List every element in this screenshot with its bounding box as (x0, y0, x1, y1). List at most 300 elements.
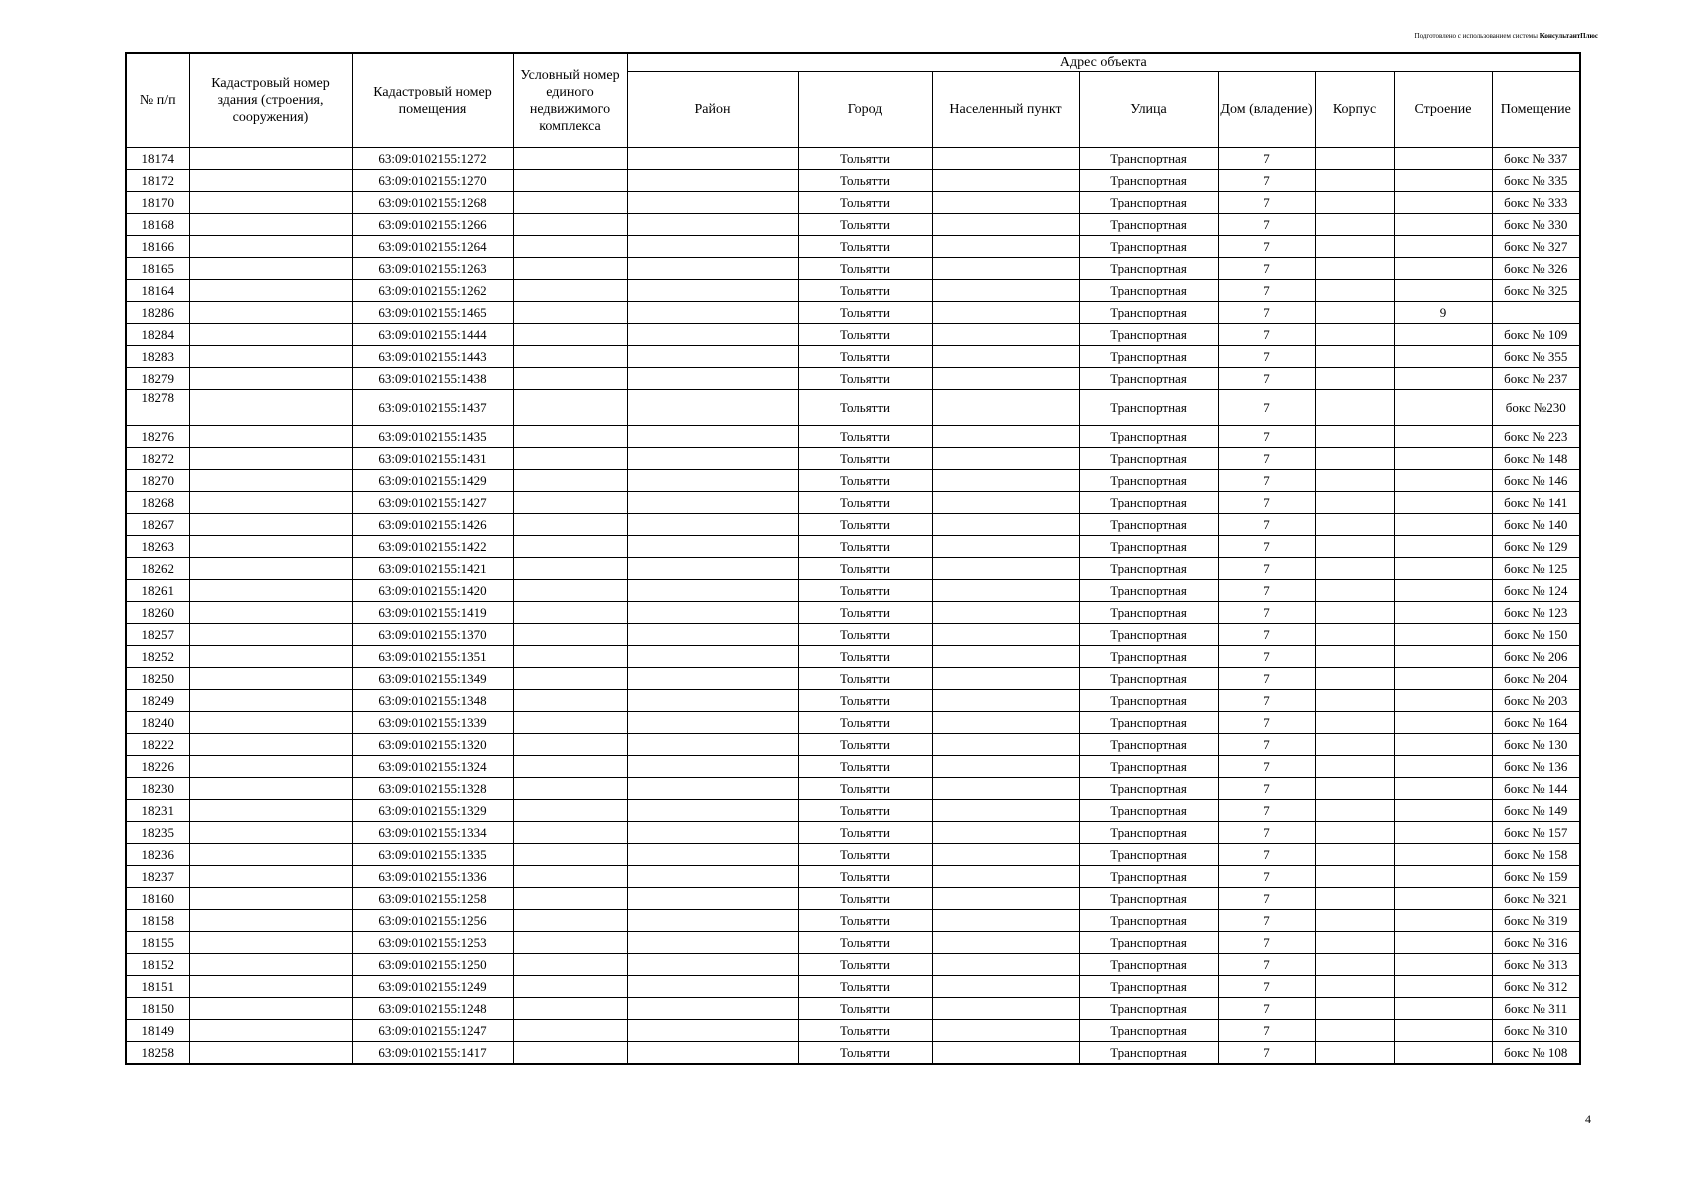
cell-street: Транспортная (1079, 170, 1218, 192)
cell-building (1394, 148, 1492, 170)
table-row (126, 1020, 1580, 1042)
table-row (126, 302, 1580, 324)
cell-room: бокс № 237 (1492, 368, 1580, 390)
cell-city: Тольятти (798, 712, 932, 734)
cell-num: 18165 (126, 258, 189, 280)
cell-room-cadastral: 63:09:0102155:1253 (352, 932, 513, 954)
cell-complex-number (513, 844, 627, 866)
cell-house: 7 (1218, 148, 1315, 170)
cell-complex-number (513, 624, 627, 646)
cell-num: 18263 (126, 536, 189, 558)
cell-room: бокс № 355 (1492, 346, 1580, 368)
table-row (126, 998, 1580, 1020)
cell-house: 7 (1218, 734, 1315, 756)
cell-city: Тольятти (798, 888, 932, 910)
cell-locality (932, 580, 1079, 602)
cell-building (1394, 712, 1492, 734)
cell-num: 18270 (126, 470, 189, 492)
cell-district (627, 448, 798, 470)
cell-block (1315, 1020, 1394, 1042)
cell-room: бокс № 159 (1492, 866, 1580, 888)
col-header-district: Район (627, 72, 798, 148)
cell-room-cadastral: 63:09:0102155:1422 (352, 536, 513, 558)
cell-complex-number (513, 236, 627, 258)
cell-room: бокс № 337 (1492, 148, 1580, 170)
cell-building-cadastral (189, 470, 352, 492)
cell-building-cadastral (189, 192, 352, 214)
cell-city: Тольятти (798, 954, 932, 976)
cell-complex-number (513, 192, 627, 214)
cell-district (627, 690, 798, 712)
cell-street: Транспортная (1079, 932, 1218, 954)
cell-house: 7 (1218, 514, 1315, 536)
col-header-building-cadastral: Кадастровый номер здания (строения, сооружения) (189, 53, 352, 148)
cell-city: Тольятти (798, 646, 932, 668)
cell-room: бокс № 206 (1492, 646, 1580, 668)
col-header-address: Адрес объекта (627, 53, 1580, 72)
cell-complex-number (513, 148, 627, 170)
cell-building (1394, 976, 1492, 998)
cell-block (1315, 1042, 1394, 1065)
cell-district (627, 390, 798, 426)
cell-building-cadastral (189, 148, 352, 170)
cell-house: 7 (1218, 426, 1315, 448)
cell-block (1315, 734, 1394, 756)
cell-building-cadastral (189, 1020, 352, 1042)
cell-street: Транспортная (1079, 646, 1218, 668)
cell-complex-number (513, 390, 627, 426)
cell-room-cadastral: 63:09:0102155:1417 (352, 1042, 513, 1065)
col-header-room: Помещение (1492, 72, 1580, 148)
cell-district (627, 258, 798, 280)
cell-room: бокс № 327 (1492, 236, 1580, 258)
col-header-room-cadastral: Кадастровый номер помещения (352, 53, 513, 148)
cell-block (1315, 236, 1394, 258)
table-row (126, 800, 1580, 822)
cell-complex-number (513, 448, 627, 470)
cell-district (627, 910, 798, 932)
cell-district (627, 976, 798, 998)
cell-house: 7 (1218, 558, 1315, 580)
cell-num: 18158 (126, 910, 189, 932)
table-row (126, 778, 1580, 800)
cell-district (627, 998, 798, 1020)
cell-house: 7 (1218, 214, 1315, 236)
cell-district (627, 756, 798, 778)
cell-locality (932, 558, 1079, 580)
table-row (126, 214, 1580, 236)
cell-street: Транспортная (1079, 558, 1218, 580)
cell-building (1394, 866, 1492, 888)
cell-house: 7 (1218, 976, 1315, 998)
cell-block (1315, 368, 1394, 390)
cell-city: Тольятти (798, 368, 932, 390)
cell-block (1315, 258, 1394, 280)
cell-block (1315, 280, 1394, 302)
cell-block (1315, 932, 1394, 954)
cell-building (1394, 646, 1492, 668)
cell-building (1394, 192, 1492, 214)
cell-room: бокс № 130 (1492, 734, 1580, 756)
cell-house: 7 (1218, 302, 1315, 324)
cell-locality (932, 844, 1079, 866)
cell-building (1394, 536, 1492, 558)
cell-num: 18230 (126, 778, 189, 800)
cell-street: Транспортная (1079, 844, 1218, 866)
cell-house: 7 (1218, 866, 1315, 888)
cell-building (1394, 1042, 1492, 1065)
cell-locality (932, 778, 1079, 800)
cell-street: Транспортная (1079, 1042, 1218, 1065)
cell-complex-number (513, 822, 627, 844)
cell-room-cadastral: 63:09:0102155:1370 (352, 624, 513, 646)
cell-house: 7 (1218, 602, 1315, 624)
cell-house: 7 (1218, 580, 1315, 602)
cell-complex-number (513, 778, 627, 800)
cell-building (1394, 470, 1492, 492)
cell-district (627, 558, 798, 580)
cell-street: Транспортная (1079, 1020, 1218, 1042)
col-header-complex-number: Условный номер единого недвижимого комплекса (513, 53, 627, 148)
cell-room-cadastral: 63:09:0102155:1437 (352, 390, 513, 426)
cell-building-cadastral (189, 668, 352, 690)
cell-room-cadastral: 63:09:0102155:1438 (352, 368, 513, 390)
cell-street: Транспортная (1079, 470, 1218, 492)
cell-room: бокс № 109 (1492, 324, 1580, 346)
cell-block (1315, 976, 1394, 998)
cell-locality (932, 998, 1079, 1020)
cell-complex-number (513, 756, 627, 778)
header-note-prefix: Подготовлено с использованием системы (1414, 32, 1538, 40)
cell-street: Транспортная (1079, 448, 1218, 470)
cell-street: Транспортная (1079, 998, 1218, 1020)
cell-locality (932, 822, 1079, 844)
cell-block (1315, 346, 1394, 368)
cell-room: бокс № 108 (1492, 1042, 1580, 1065)
cell-building-cadastral (189, 646, 352, 668)
table-row (126, 734, 1580, 756)
cell-num: 18226 (126, 756, 189, 778)
cell-house: 7 (1218, 932, 1315, 954)
cell-room: бокс № 204 (1492, 668, 1580, 690)
cell-street: Транспортная (1079, 390, 1218, 426)
cell-building (1394, 690, 1492, 712)
cell-city: Тольятти (798, 976, 932, 998)
cell-house: 7 (1218, 756, 1315, 778)
cell-locality (932, 602, 1079, 624)
registry-table (125, 52, 1581, 1065)
cell-street: Транспортная (1079, 492, 1218, 514)
cell-street: Транспортная (1079, 426, 1218, 448)
cell-building (1394, 492, 1492, 514)
table-row (126, 470, 1580, 492)
cell-building (1394, 1020, 1492, 1042)
cell-num: 18240 (126, 712, 189, 734)
cell-locality (932, 690, 1079, 712)
cell-room-cadastral: 63:09:0102155:1426 (352, 514, 513, 536)
table-row (126, 346, 1580, 368)
cell-city: Тольятти (798, 580, 932, 602)
cell-city: Тольятти (798, 866, 932, 888)
cell-block (1315, 390, 1394, 426)
cell-house: 7 (1218, 470, 1315, 492)
cell-building-cadastral (189, 866, 352, 888)
cell-complex-number (513, 368, 627, 390)
cell-district (627, 866, 798, 888)
cell-city: Тольятти (798, 346, 932, 368)
cell-building (1394, 888, 1492, 910)
cell-building-cadastral (189, 800, 352, 822)
cell-building (1394, 390, 1492, 426)
cell-city: Тольятти (798, 280, 932, 302)
table-row (126, 492, 1580, 514)
cell-room-cadastral: 63:09:0102155:1262 (352, 280, 513, 302)
cell-room-cadastral: 63:09:0102155:1429 (352, 470, 513, 492)
cell-district (627, 1042, 798, 1065)
cell-street: Транспортная (1079, 712, 1218, 734)
cell-locality (932, 1042, 1079, 1065)
cell-building (1394, 998, 1492, 1020)
cell-district (627, 844, 798, 866)
cell-house: 7 (1218, 668, 1315, 690)
cell-city: Тольятти (798, 1020, 932, 1042)
cell-block (1315, 712, 1394, 734)
cell-complex-number (513, 668, 627, 690)
cell-room-cadastral: 63:09:0102155:1248 (352, 998, 513, 1020)
cell-building (1394, 368, 1492, 390)
cell-room: бокс № 311 (1492, 998, 1580, 1020)
cell-building-cadastral (189, 734, 352, 756)
table-row (126, 822, 1580, 844)
cell-room: бокс № 164 (1492, 712, 1580, 734)
cell-house: 7 (1218, 368, 1315, 390)
cell-locality (932, 866, 1079, 888)
cell-num: 18276 (126, 426, 189, 448)
cell-district (627, 602, 798, 624)
cell-district (627, 192, 798, 214)
cell-block (1315, 214, 1394, 236)
table-body (126, 148, 1580, 1065)
cell-street: Транспортная (1079, 778, 1218, 800)
cell-room: бокс № 146 (1492, 470, 1580, 492)
cell-num: 18279 (126, 368, 189, 390)
table-row (126, 258, 1580, 280)
cell-city: Тольятти (798, 302, 932, 324)
cell-building-cadastral (189, 932, 352, 954)
cell-complex-number (513, 514, 627, 536)
table-row (126, 624, 1580, 646)
cell-locality (932, 170, 1079, 192)
cell-house: 7 (1218, 690, 1315, 712)
table-row (126, 668, 1580, 690)
cell-district (627, 1020, 798, 1042)
cell-building-cadastral (189, 536, 352, 558)
cell-locality (932, 954, 1079, 976)
cell-room-cadastral: 63:09:0102155:1335 (352, 844, 513, 866)
cell-district (627, 324, 798, 346)
cell-building (1394, 822, 1492, 844)
cell-district (627, 536, 798, 558)
cell-city: Тольятти (798, 448, 932, 470)
cell-locality (932, 192, 1079, 214)
cell-locality (932, 734, 1079, 756)
cell-block (1315, 148, 1394, 170)
cell-room: бокс № 125 (1492, 558, 1580, 580)
cell-building (1394, 844, 1492, 866)
table-row (126, 690, 1580, 712)
table-row (126, 426, 1580, 448)
cell-num: 18286 (126, 302, 189, 324)
table-row (126, 954, 1580, 976)
cell-room: бокс № 144 (1492, 778, 1580, 800)
cell-district (627, 470, 798, 492)
cell-num: 18172 (126, 170, 189, 192)
cell-house: 7 (1218, 170, 1315, 192)
cell-room: бокс № 157 (1492, 822, 1580, 844)
cell-street: Транспортная (1079, 954, 1218, 976)
cell-building-cadastral (189, 888, 352, 910)
cell-city: Тольятти (798, 910, 932, 932)
cell-building (1394, 756, 1492, 778)
cell-district (627, 822, 798, 844)
cell-building-cadastral (189, 302, 352, 324)
cell-complex-number (513, 690, 627, 712)
table-row (126, 558, 1580, 580)
table-row (126, 448, 1580, 470)
cell-building (1394, 236, 1492, 258)
cell-complex-number (513, 998, 627, 1020)
cell-block (1315, 910, 1394, 932)
cell-block (1315, 998, 1394, 1020)
cell-num: 18257 (126, 624, 189, 646)
cell-house: 7 (1218, 1042, 1315, 1065)
cell-district (627, 426, 798, 448)
cell-room-cadastral: 63:09:0102155:1250 (352, 954, 513, 976)
cell-num: 18267 (126, 514, 189, 536)
table-row (126, 390, 1580, 426)
cell-room-cadastral: 63:09:0102155:1431 (352, 448, 513, 470)
cell-locality (932, 932, 1079, 954)
cell-city: Тольятти (798, 932, 932, 954)
cell-num: 18284 (126, 324, 189, 346)
cell-building-cadastral (189, 368, 352, 390)
table-row (126, 280, 1580, 302)
cell-num: 18252 (126, 646, 189, 668)
cell-complex-number (513, 910, 627, 932)
cell-room-cadastral: 63:09:0102155:1334 (352, 822, 513, 844)
cell-district (627, 888, 798, 910)
cell-city: Тольятти (798, 800, 932, 822)
cell-complex-number (513, 536, 627, 558)
cell-num: 18236 (126, 844, 189, 866)
cell-room-cadastral: 63:09:0102155:1336 (352, 866, 513, 888)
cell-num: 18152 (126, 954, 189, 976)
cell-district (627, 280, 798, 302)
cell-complex-number (513, 976, 627, 998)
cell-locality (932, 148, 1079, 170)
cell-house: 7 (1218, 646, 1315, 668)
cell-room-cadastral: 63:09:0102155:1348 (352, 690, 513, 712)
cell-street: Транспортная (1079, 756, 1218, 778)
table-header (126, 53, 1580, 148)
cell-city: Тольятти (798, 426, 932, 448)
cell-district (627, 800, 798, 822)
cell-street: Транспортная (1079, 800, 1218, 822)
cell-num: 18155 (126, 932, 189, 954)
cell-street: Транспортная (1079, 822, 1218, 844)
cell-room-cadastral: 63:09:0102155:1421 (352, 558, 513, 580)
cell-room-cadastral: 63:09:0102155:1256 (352, 910, 513, 932)
cell-complex-number (513, 866, 627, 888)
cell-complex-number (513, 214, 627, 236)
cell-city: Тольятти (798, 844, 932, 866)
cell-room-cadastral: 63:09:0102155:1272 (352, 148, 513, 170)
cell-building-cadastral (189, 514, 352, 536)
cell-room: бокс № 158 (1492, 844, 1580, 866)
cell-house: 7 (1218, 888, 1315, 910)
cell-complex-number (513, 346, 627, 368)
cell-house: 7 (1218, 910, 1315, 932)
cell-locality (932, 448, 1079, 470)
cell-district (627, 214, 798, 236)
cell-building-cadastral (189, 324, 352, 346)
cell-street: Транспортная (1079, 976, 1218, 998)
cell-building-cadastral (189, 448, 352, 470)
cell-house: 7 (1218, 346, 1315, 368)
cell-house: 7 (1218, 822, 1315, 844)
cell-locality (932, 258, 1079, 280)
cell-complex-number (513, 558, 627, 580)
cell-complex-number (513, 888, 627, 910)
cell-building-cadastral (189, 426, 352, 448)
cell-locality (932, 280, 1079, 302)
cell-num: 18261 (126, 580, 189, 602)
cell-block (1315, 624, 1394, 646)
cell-street: Транспортная (1079, 690, 1218, 712)
cell-street: Транспортная (1079, 602, 1218, 624)
cell-block (1315, 602, 1394, 624)
cell-complex-number (513, 258, 627, 280)
cell-num: 18278 (126, 390, 189, 426)
cell-block (1315, 448, 1394, 470)
cell-complex-number (513, 580, 627, 602)
cell-district (627, 932, 798, 954)
cell-locality (932, 346, 1079, 368)
cell-street: Транспортная (1079, 302, 1218, 324)
cell-city: Тольятти (798, 822, 932, 844)
cell-city: Тольятти (798, 536, 932, 558)
cell-num: 18149 (126, 1020, 189, 1042)
cell-block (1315, 954, 1394, 976)
cell-district (627, 712, 798, 734)
cell-room-cadastral: 63:09:0102155:1339 (352, 712, 513, 734)
cell-city: Тольятти (798, 734, 932, 756)
cell-complex-number (513, 280, 627, 302)
cell-num: 18249 (126, 690, 189, 712)
cell-street: Транспортная (1079, 668, 1218, 690)
cell-building (1394, 624, 1492, 646)
cell-locality (932, 492, 1079, 514)
cell-building (1394, 514, 1492, 536)
cell-complex-number (513, 302, 627, 324)
cell-room: бокс № 150 (1492, 624, 1580, 646)
cell-num: 18166 (126, 236, 189, 258)
cell-block (1315, 324, 1394, 346)
cell-block (1315, 668, 1394, 690)
cell-block (1315, 192, 1394, 214)
cell-complex-number (513, 602, 627, 624)
cell-room-cadastral: 63:09:0102155:1351 (352, 646, 513, 668)
